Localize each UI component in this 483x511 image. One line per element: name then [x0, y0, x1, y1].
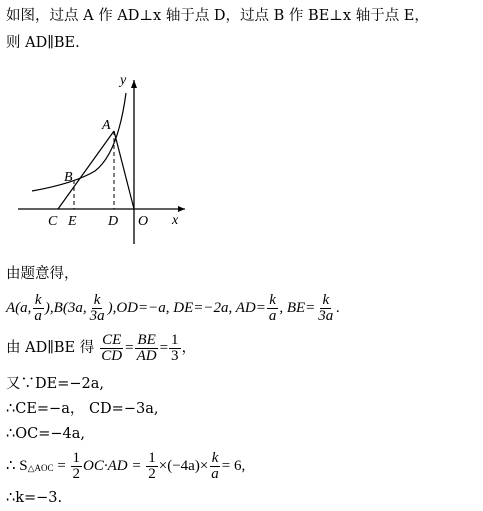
ratio-intro: 由 AD∥BE 得	[6, 340, 95, 356]
fraction-denominator: 3a	[318, 307, 334, 324]
solution-line-7	[6, 448, 245, 484]
equals-sign: =	[125, 340, 134, 356]
label-c: C	[48, 214, 58, 229]
hyperbola-curve	[32, 93, 126, 191]
fraction-numerator: 1	[171, 331, 179, 348]
x-axis-arrow	[178, 206, 185, 212]
period: .	[336, 300, 341, 316]
equals-sign: =	[159, 340, 169, 356]
solution-line-1: 由题意得，	[6, 266, 79, 282]
fraction-ce-cd	[99, 333, 124, 364]
solution-line-5: ∴CE=−a， CD=−3a,	[6, 401, 159, 417]
fraction-numerator: CE	[102, 331, 122, 348]
segment-ao	[114, 131, 134, 209]
label-e: E	[68, 214, 77, 229]
fraction-denominator: 3a	[89, 307, 105, 324]
fraction-denominator: a	[211, 465, 219, 482]
fraction-numerator: k	[211, 449, 219, 466]
fraction-numerator: 1	[148, 449, 156, 466]
point-a-suffix: ),	[44, 300, 54, 316]
area-result: = 6,	[221, 458, 246, 474]
coordinate-figure	[10, 68, 210, 248]
lengths-text: OD=−a, DE=−2a, AD=	[116, 300, 266, 316]
fraction-numerator: 1	[72, 449, 81, 466]
area-symbol: ∴ S	[6, 458, 28, 474]
fraction-numerator: k	[322, 291, 330, 308]
point-b-suffix: ),	[107, 300, 117, 316]
fraction-ad	[267, 293, 279, 324]
fraction-numerator: BE	[137, 331, 156, 348]
intro-line-2: 则 AD∥BE.	[6, 35, 80, 51]
fraction-k-over-a-2	[209, 451, 221, 482]
solution-line-6: ∴OC=−4a,	[6, 426, 85, 442]
fraction-numerator: k	[93, 291, 101, 308]
fraction-one-third	[169, 333, 181, 364]
comma: ，	[181, 340, 197, 356]
fraction-one-half	[71, 451, 83, 482]
fraction-denominator: CD	[101, 347, 123, 364]
solution-line-4: 又∵DE=−2a,	[6, 376, 104, 392]
label-o: O	[138, 214, 149, 229]
fraction-be-ad	[135, 333, 159, 364]
fraction-numerator: k	[269, 291, 276, 308]
fraction-one-half-2	[146, 451, 158, 482]
area-multiplication: ×(−4a)×	[158, 458, 209, 474]
label-x: x	[172, 213, 179, 228]
fraction-k-over-3a	[88, 293, 107, 324]
solution-line-3	[6, 330, 196, 366]
fraction-denominator: 2	[72, 465, 81, 482]
label-b: B	[64, 170, 73, 185]
fraction-denominator: AD	[136, 347, 157, 364]
area-product: OC·AD =	[83, 458, 146, 474]
fraction-denominator: 3	[171, 347, 179, 364]
fraction-be	[316, 293, 335, 324]
fraction-denominator: a	[34, 307, 42, 324]
point-a-prefix: A(a,	[6, 300, 32, 316]
equals-sign: =	[53, 458, 70, 474]
label-d: D	[108, 214, 119, 229]
label-y: y	[120, 73, 127, 88]
be-text: , BE=	[279, 300, 316, 316]
label-a: A	[102, 118, 111, 133]
solution-line-8: ∴k=−3.	[6, 490, 63, 506]
area-subscript: △AOC	[27, 463, 54, 473]
solution-line-2	[6, 290, 340, 326]
intro-line-1: 如图，过点 A 作 AD⊥x 轴于点 D，过点 B 作 BE⊥x 轴于点 E，	[6, 8, 429, 24]
fraction-k-over-a	[32, 293, 44, 324]
y-axis-arrow	[131, 80, 137, 88]
fraction-denominator: a	[268, 307, 277, 324]
fraction-numerator: k	[34, 291, 42, 308]
fraction-denominator: 2	[148, 465, 156, 482]
point-b-prefix: B(3a,	[53, 300, 87, 316]
